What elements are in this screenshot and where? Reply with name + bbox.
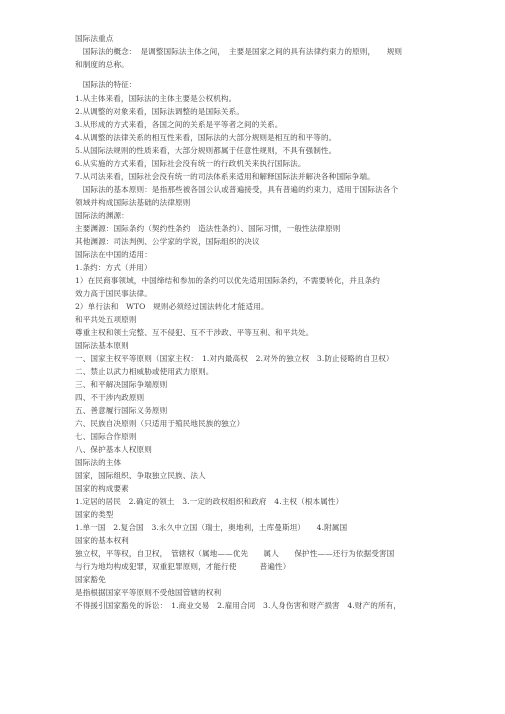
text-line: 效力高于国民事法律。 bbox=[75, 289, 152, 298]
text-line: 八、保护基本人权原则 bbox=[75, 445, 152, 454]
text-line: 六、民族自决原则（只适用于殖民地民族的独立） bbox=[75, 419, 245, 428]
text-line: 4.从调整的法律关系的相互性来看，国际法的大部分规则是相互的和平等的。 bbox=[75, 133, 337, 142]
text-line: 国际法的特征： bbox=[75, 80, 137, 89]
text-line: 是指根据国家平等原则不受他国管辖的权利 bbox=[75, 588, 222, 597]
text-line: 其他渊源：司法判例、公学家的学说，国际组织的决议 bbox=[75, 237, 260, 246]
text-line: 1.定居的居民 2.确定的领土 3.一定的政权组织和政府 4.主权（根本属性） bbox=[75, 497, 344, 506]
text-line: 七、国际合作原则 bbox=[75, 432, 137, 441]
text-line: 和制度的总称。 bbox=[75, 60, 129, 69]
text-line: 1.条约：方式（并用） bbox=[75, 263, 152, 272]
text-line: 6.从实施的方式来看，国际社会没有统一的行政机关来执行国际法。 bbox=[75, 159, 306, 168]
text-line: 和平共处五项原则 bbox=[75, 315, 137, 324]
text-line: 三、和平解决国际争端原则 bbox=[75, 380, 168, 389]
text-line: 主要渊源：国际条约（契约性条约 造法性条约）、国际习惯，一般性法律原则 bbox=[75, 224, 341, 233]
text-line: 1.单一国 2.复合国 3.永久中立国（瑞士，奥地利，土库曼斯坦） 4.附属国 bbox=[75, 523, 348, 532]
text-line: 国家，国际组织、争取独立民族、法人 bbox=[75, 471, 206, 480]
text-line: 国家的构成要素 bbox=[75, 484, 129, 493]
text-line: 5.从国际法规则的性质来看，大部分规则都属于任意性规则，不具有强制性。 bbox=[75, 146, 337, 155]
text-line: 2.从调整的对象来看，国际法调整的是国际关系。 bbox=[75, 107, 245, 116]
text-line: 一、国家主权平等原则（国家主权： 1.对内最高权 2.对外的独立权 3.防止侵略的自卫权） bbox=[75, 354, 394, 363]
text-line: 四、不干涉内政原则 bbox=[75, 393, 145, 402]
text-line: 五、善意履行国际义务原则 bbox=[75, 406, 168, 415]
text-line: 不得援引国家豁免的诉讼： 1.商业交易 2.雇用合同 3.人身伤害和财产损害 4.财产的所有， bbox=[75, 601, 402, 610]
text-line: 国际法在中国的适用： bbox=[75, 250, 152, 259]
text-line: 国际法的基本原则：是指那些被各国公认或普遍接受，具有普遍的约束力，适用于国际法各个 bbox=[75, 185, 399, 194]
text-line: 3.从形成的方式来看，各国之间的关系是平等者之间的关系。 bbox=[75, 120, 283, 129]
text-line: 2）单行法和 WTO 规则必须经过国法转化才能适用。 bbox=[75, 302, 269, 311]
text-line: 国家豁免 bbox=[75, 575, 106, 584]
text-line: 领域并构成国际法基础的法律原则 bbox=[75, 198, 191, 207]
text-line: 国家的基本权利 bbox=[75, 536, 129, 545]
text-line: 7.从司法来看，国际社会没有统一的司法体系来适用和解释国际法并解决各种国际争端。 bbox=[75, 172, 375, 181]
text-line: 与行为地均构成犯罪，双重犯罪原则，才能行使 普遍性） bbox=[75, 562, 291, 571]
text-line: 国家的类型 bbox=[75, 510, 114, 519]
text-line: 国际法的渊源： bbox=[75, 211, 129, 220]
text-line: 1.从主体来看，国际法的主体主要是公权机构。 bbox=[75, 94, 237, 103]
heading-key-points: 国际法重点 bbox=[75, 34, 114, 43]
text-line: 1）在民商事领域，中国缔结和参加的条约可以优先适用国际条约，不需要转化，并且条约 bbox=[75, 276, 380, 285]
text-line: 独立权，平等权，自卫权， 管辖权（属地——优先 属人 保护性——还行为依据受害国 bbox=[75, 549, 395, 558]
text-line: 国际法基本原则 bbox=[75, 341, 129, 350]
text-line: 国际法的主体 bbox=[75, 458, 122, 467]
text-line: 尊重主权和领土完整、互不侵犯、互不干涉政、平等互利、和平共处。 bbox=[75, 328, 314, 337]
text-line: 二、禁止以武力相威胁或使用武力原则。 bbox=[75, 367, 214, 376]
text-line: 国际法的概念： 是调整国际法主体之间， 主要是国家之间的具有法律约束力的原则， 规则 bbox=[75, 47, 403, 56]
